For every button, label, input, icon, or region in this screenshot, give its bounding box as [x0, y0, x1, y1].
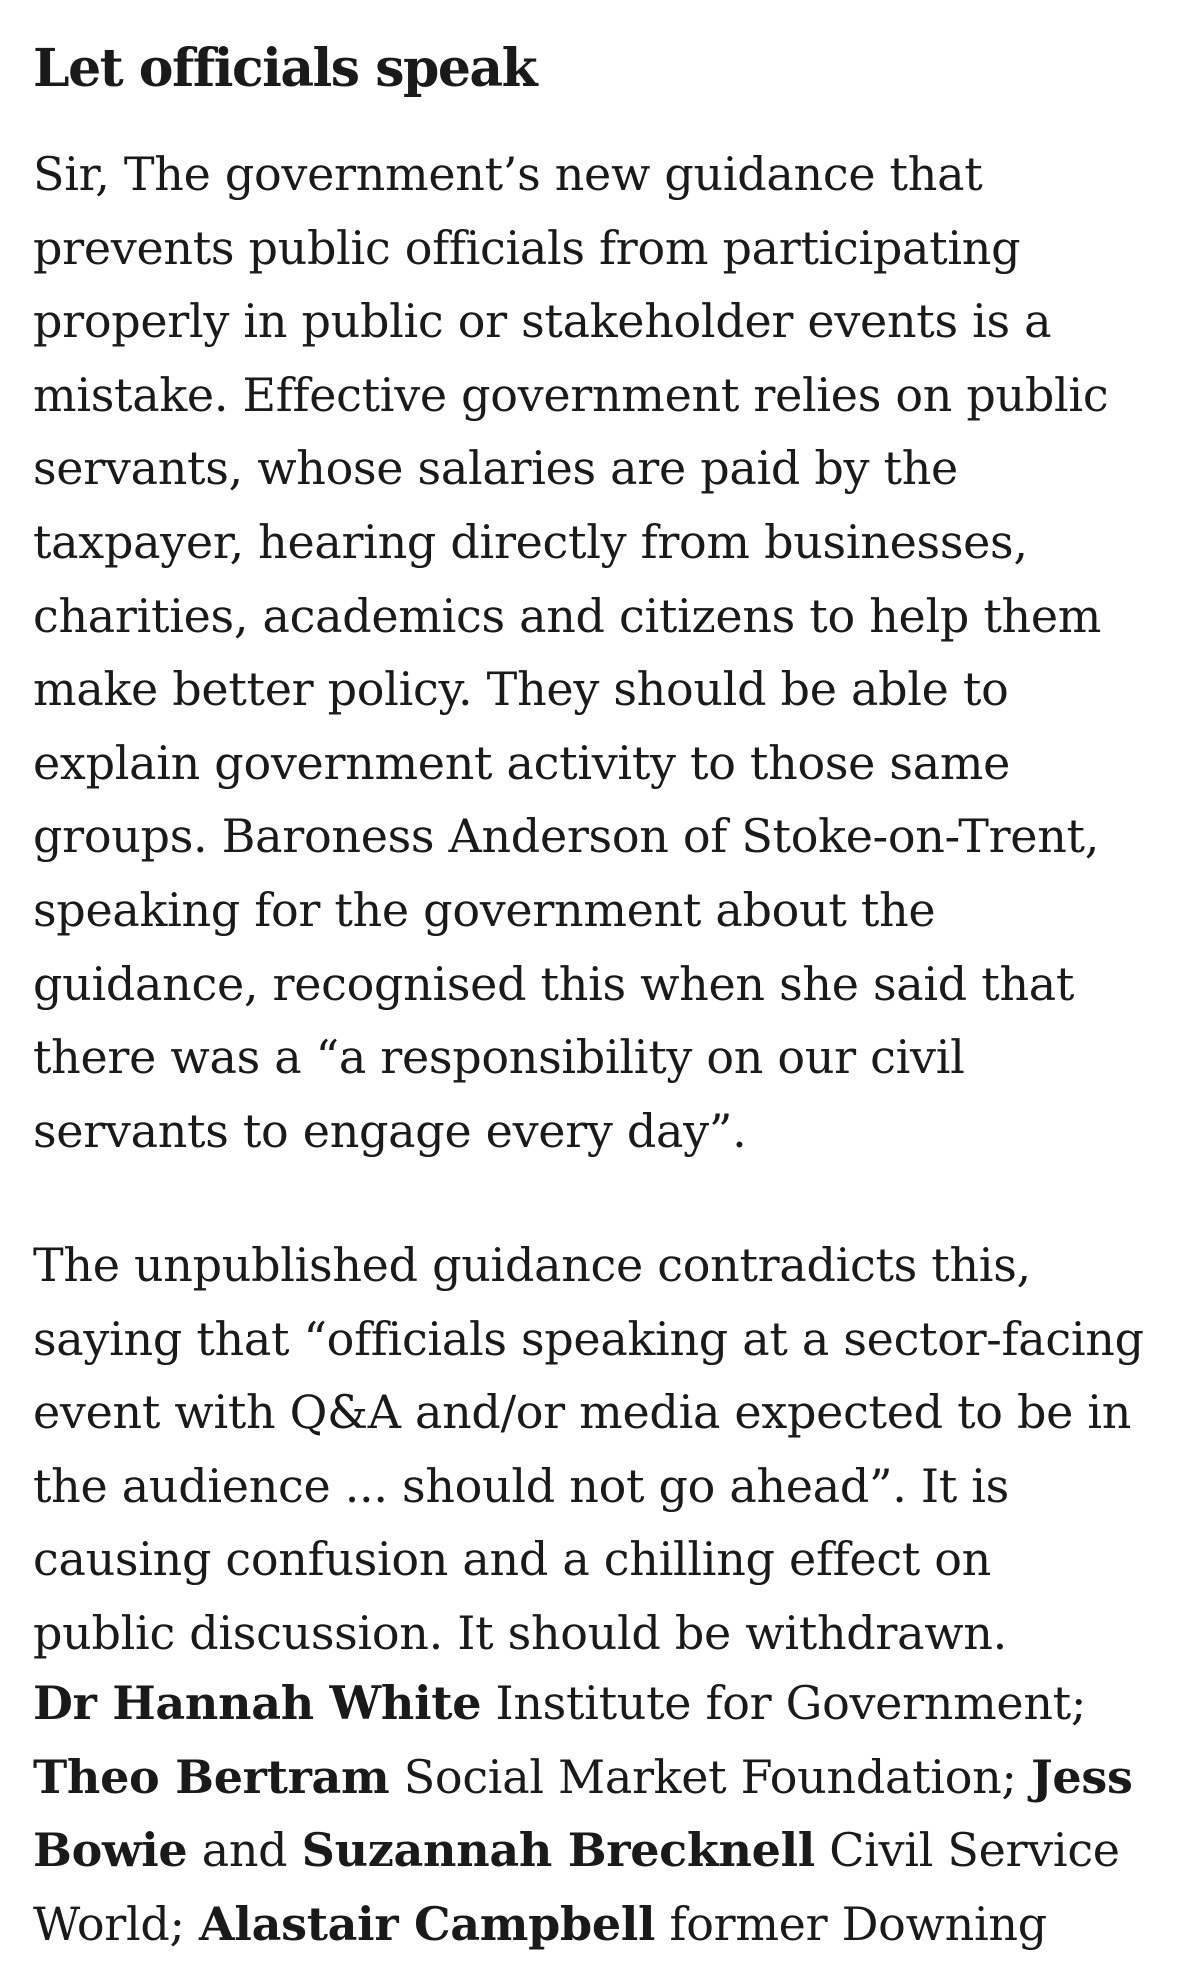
text-line: make better policy. They should be able to [33, 662, 1009, 717]
text-line: servants to engage every day”. [33, 1103, 747, 1158]
text-line: mistake. Effective government relies on public [33, 367, 1109, 422]
signatory-organisation: Civil Service [814, 1823, 1120, 1878]
text-line: saying that “officials speaking at a sector-facing [33, 1311, 1144, 1366]
signatory-role: former Downing [655, 1896, 1047, 1951]
article-paragraph-1 [33, 138, 1153, 1168]
text-line: Sir, The government’s new guidance that [33, 147, 983, 201]
text-line: explain government activity to those same [33, 735, 1011, 790]
text-line: guidance, recognised this when she said that [33, 956, 1075, 1011]
signatory-organisation: Institute for Government; [481, 1676, 1087, 1730]
text-line: servants, whose salaries are paid by the [33, 441, 958, 496]
signatory-line [33, 1888, 1153, 1962]
conjunction-text: and [187, 1823, 302, 1878]
text-line: speaking for the government about the [33, 882, 936, 937]
article-paragraph-2 [33, 1229, 1153, 1671]
signatory-name: Dr Hannah White [33, 1676, 482, 1730]
text-line: properly in public or stakeholder events is a [33, 294, 1052, 349]
text-line: charities, academics and citizens to help them [33, 588, 1102, 643]
signatory-line [33, 1814, 1153, 1888]
text-line: the audience ... should not go ahead”. It is [33, 1458, 1009, 1513]
signatory-line [33, 1667, 1153, 1741]
signatory-name: Jess [1030, 1749, 1133, 1804]
text-line: taxpayer, hearing directly from businesses, [33, 514, 1028, 569]
signatory-organisation: Social Market Foundation; [389, 1749, 1031, 1804]
signatory-name: Suzannah Brecknell [301, 1823, 815, 1878]
signatory-name: Bowie [33, 1823, 188, 1878]
signatory-organisation: World; [33, 1896, 200, 1951]
article-headline: Let officials speak [33, 38, 537, 99]
text-line: event with Q&A and/or media expected to be in [33, 1385, 1132, 1440]
signatory-name: Theo Bertram [33, 1749, 390, 1804]
text-line: The unpublished guidance contradicts this, [33, 1238, 1031, 1292]
text-line: public discussion. It should be withdrawn. [33, 1605, 1007, 1660]
text-line: there was a “a responsibility on our civil [33, 1030, 965, 1085]
signatory-line [33, 1741, 1153, 1815]
text-line: causing confusion and a chilling effect on [33, 1532, 992, 1587]
text-line: groups. Baroness Anderson of Stoke-on-Trent, [33, 809, 1100, 864]
text-line: prevents public officials from participating [33, 220, 1021, 275]
signatory-name: Alastair Campbell [199, 1896, 656, 1951]
signatories [33, 1667, 1153, 1961]
